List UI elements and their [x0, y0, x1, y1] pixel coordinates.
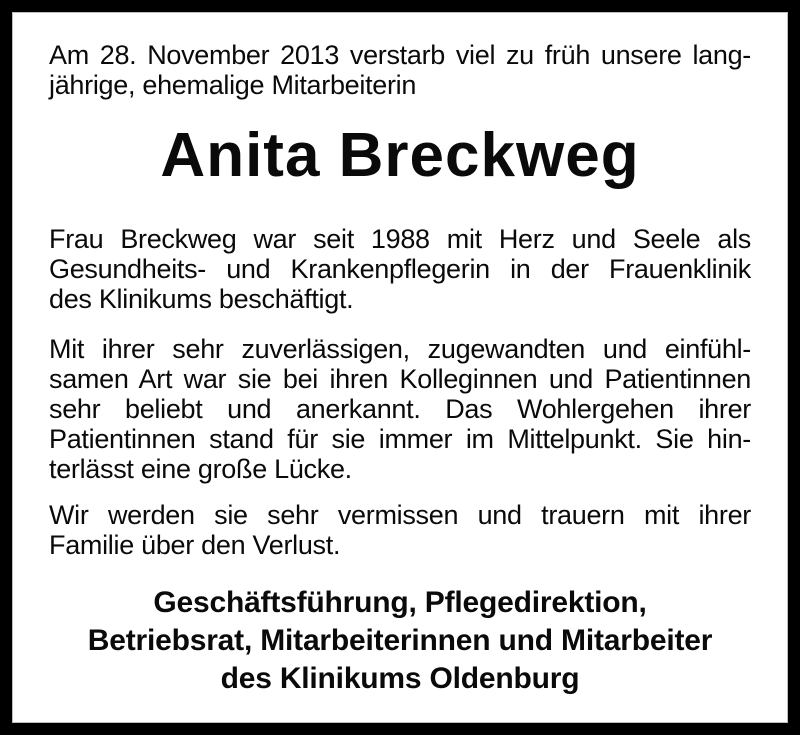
body-paragraph-condolence [49, 500, 751, 560]
text-line: Gesundheits- und Krankenpflegerin in der Frauenklinik [49, 254, 751, 284]
text-line: jährige, ehemalige Mitarbeiterin [49, 70, 417, 100]
text-line: Familie über den Verlust. [49, 530, 341, 560]
body-paragraph-employment [49, 224, 751, 314]
closing-signature [49, 584, 751, 698]
text-line: Frau Breckweg war seit 1988 mit Herz und Seele als [49, 224, 751, 254]
obituary-sheet [12, 12, 788, 723]
text-line: sehr beliebt und anerkannt. Das Wohlergehen ihrer [49, 394, 751, 424]
text-line: terlässt eine große Lücke. [49, 454, 352, 484]
text-line: Patientinnen stand für sie immer im Mittelpunkt. Sie hin- [49, 424, 751, 454]
intro-paragraph [49, 40, 751, 100]
text-line: Geschäftsführung, Pflegedirektion, [153, 586, 647, 619]
deceased-name: Anita Breckweg [160, 121, 640, 190]
text-line: Betriebsrat, Mitarbeiterinnen und Mitarbeiter [87, 624, 713, 657]
text-line: des Klinikums Oldenburg [220, 662, 580, 695]
text-line: Wir werden sie sehr vermissen und trauern mit ihrer [49, 500, 751, 530]
text-line: des Klinikums beschäftigt. [49, 284, 354, 314]
body-paragraph-character [49, 334, 751, 484]
text-line: samen Art war sie bei ihren Kolleginnen und Patientinnen [49, 364, 751, 394]
text-line: Am 28. November 2013 verstarb viel zu früh unsere lang- [49, 40, 751, 70]
text-line: Mit ihrer sehr zuverlässigen, zugewandten und einfühl- [49, 334, 751, 364]
